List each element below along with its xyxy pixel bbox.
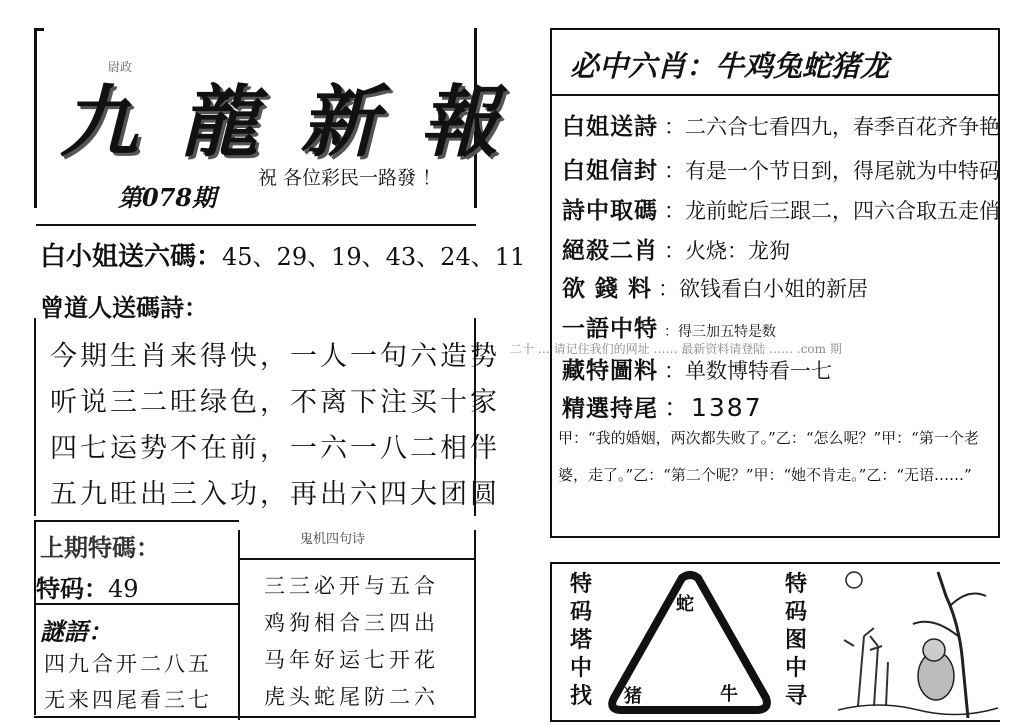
box4-line-3: 马年好运七开花 bbox=[264, 648, 439, 672]
info-row-value: ：欲钱看白小姐的新居 bbox=[658, 277, 869, 301]
info-row-value: ：1387 bbox=[664, 393, 763, 422]
riddle-title: 謎語： bbox=[40, 617, 112, 646]
zodiac-header: 必中六肖：牛鸡兔蛇猪龙 bbox=[570, 49, 890, 83]
info-row-label: 一語中特 bbox=[562, 315, 658, 342]
left-top-rule bbox=[34, 28, 44, 31]
info-row-4 bbox=[562, 232, 790, 265]
bottom-left-top-rule bbox=[34, 520, 239, 522]
triangle-left-label: 猪 bbox=[624, 686, 642, 707]
six-codes-row bbox=[40, 236, 525, 273]
poem-title: 曾道人送碼詩： bbox=[40, 293, 208, 322]
info-row-5 bbox=[562, 270, 868, 303]
bamboo bbox=[858, 636, 888, 706]
left-mid-rule bbox=[36, 224, 476, 226]
bottom-left-bottom-rule bbox=[34, 716, 474, 718]
pic-box-top bbox=[550, 562, 1000, 564]
ground bbox=[838, 705, 998, 715]
info-row-value: ：有是一个节日到，得尾就为中特码 bbox=[664, 159, 1000, 183]
info-row-1 bbox=[562, 108, 1000, 141]
pic-box-left bbox=[550, 562, 552, 722]
issue-number: 第078期 bbox=[118, 183, 217, 212]
info-row-value: ：得三加五特是数 bbox=[664, 324, 776, 340]
info-row-7 bbox=[562, 352, 832, 385]
tower-left-text: 特码塔中找 bbox=[569, 571, 592, 709]
info-row-2 bbox=[562, 152, 1000, 185]
info-row-label: 欲 錢 料 bbox=[562, 275, 653, 302]
poem-line-2: 听说三二旺绿色，不离下注买十家 bbox=[50, 387, 500, 418]
info-row-label: 詩中取碼 bbox=[562, 197, 658, 224]
right-outer-bottom bbox=[550, 536, 1000, 538]
box4-title-rule bbox=[240, 558, 476, 560]
box4-right bbox=[474, 530, 476, 718]
joke-text: 甲：“我的婚姻，两次都失败了。”乙：“怎么呢？”甲：“第一个老婆，走了。”乙：“第二个呢？”甲：“她不肯走。”乙：“无语……” bbox=[558, 429, 979, 484]
info-row-label: 白姐送詩 bbox=[562, 113, 658, 140]
right-outer-left bbox=[550, 28, 552, 538]
info-row-value: ：单数博特看一七 bbox=[664, 359, 832, 383]
poem-box-left bbox=[34, 318, 36, 516]
masthead-title: 九龍新報 bbox=[60, 78, 541, 168]
pic-box-bottom bbox=[550, 720, 1000, 722]
box4-line-2: 鸡狗相合三四出 bbox=[264, 611, 439, 635]
box4-line-4: 虎头蛇尾防二六 bbox=[264, 685, 439, 709]
tree-branch bbox=[913, 594, 986, 636]
info-row-6 bbox=[562, 310, 776, 343]
poem-line-4: 五九旺出三入功，再出六四大团圆 bbox=[50, 479, 500, 510]
triangle-top-label: 蛇 bbox=[676, 594, 694, 615]
left-top-tick bbox=[34, 28, 37, 208]
tower-right-text: 特码图中寻 bbox=[784, 571, 807, 709]
right-outer-top bbox=[550, 28, 1000, 30]
info-row-value: ：二六合七看四九，春季百花齐争艳 bbox=[664, 115, 1000, 139]
riddle-line-2: 无来四尾看三七 bbox=[44, 688, 212, 712]
info-row-label: 絕殺二肖 bbox=[562, 237, 658, 264]
info-row-value: ：火烧：龙狗 bbox=[664, 239, 790, 263]
box4-title: 鬼机四句诗 bbox=[300, 532, 366, 547]
info-row-value: ：龙前蛇后三跟二，四六合取五走俏 bbox=[664, 199, 1000, 223]
info-row-label: 白姐信封 bbox=[562, 157, 658, 184]
triangle-right-label: 牛 bbox=[720, 684, 738, 705]
special-code-label: 特码： bbox=[36, 574, 108, 603]
greeting-text: 祝 各位彩民一路發 ！ bbox=[258, 167, 442, 189]
right-outer-right bbox=[998, 28, 1000, 538]
poem-line-3: 四七运势不在前，一六一八二相伴 bbox=[50, 433, 500, 464]
info-row-label: 藏特圖料 bbox=[562, 357, 658, 384]
six-codes-value: 45、29、19、43、24、11 bbox=[222, 243, 526, 271]
right-header-rule bbox=[552, 94, 1000, 96]
bottom-left-outer bbox=[34, 520, 36, 715]
poem-line-1: 今期生肖来得快，一人一句六造势 bbox=[50, 341, 500, 372]
box4-line-1: 三三必开与五合 bbox=[264, 574, 439, 598]
monkey-illustration bbox=[818, 566, 1000, 718]
riddle-line-1: 四九合开二八五 bbox=[44, 652, 212, 676]
info-row-label: 精選持尾 bbox=[562, 395, 658, 422]
info-row-3 bbox=[562, 192, 1000, 225]
last-issue-title: 上期特碼： bbox=[40, 533, 160, 562]
six-codes-label: 白小姐送六碼： bbox=[40, 242, 223, 272]
special-code-value: 49 bbox=[108, 575, 139, 603]
info-row-8 bbox=[562, 388, 763, 424]
monkey-head-icon bbox=[923, 639, 945, 661]
sun-icon bbox=[846, 572, 862, 588]
special-code-row bbox=[36, 569, 139, 604]
watermark-strip: 二十 … 请记住我们的网址 …… 最新资料请登陆 …… .com 期 bbox=[510, 342, 842, 356]
masthead-small-text: 尉政 bbox=[108, 60, 133, 74]
